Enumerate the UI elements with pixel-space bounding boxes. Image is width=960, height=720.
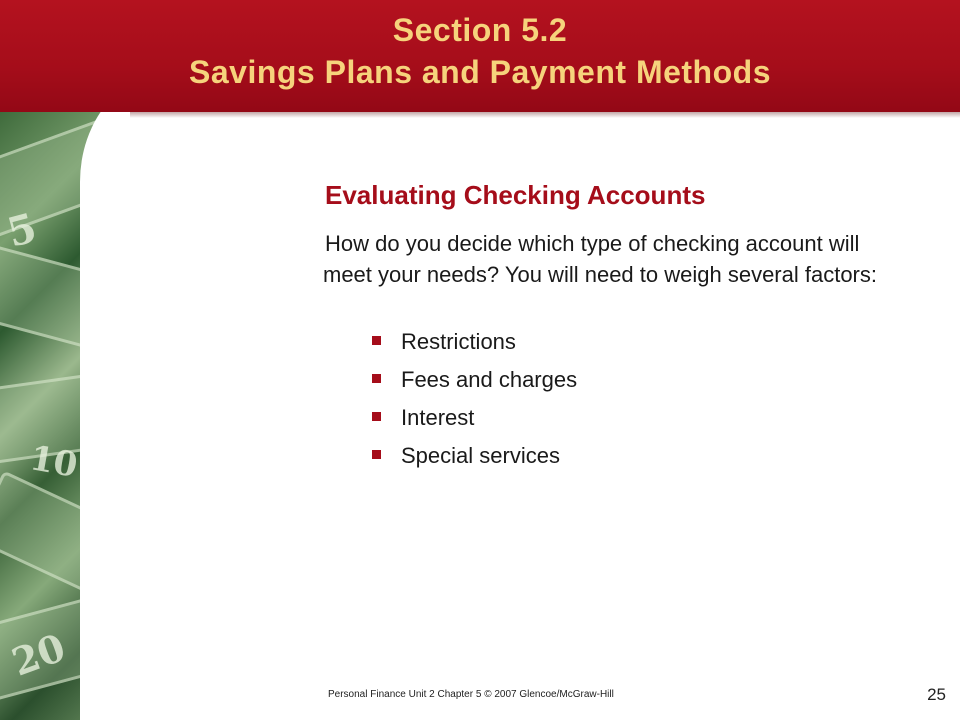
list-item-label: Restrictions: [401, 329, 516, 354]
square-bullet-icon: [372, 336, 381, 345]
page-number: 25: [927, 685, 946, 704]
list-item-label: Special services: [401, 443, 560, 468]
content-panel-curve: [80, 112, 130, 720]
list-item-label: Interest: [401, 405, 475, 430]
banknote-numeral: 10: [26, 438, 81, 486]
money-image: [0, 112, 130, 720]
content-heading: Evaluating Checking Accounts: [325, 180, 706, 210]
content-body: How do you decide which type of checking account will meet your needs? You will need to weigh several factors:: [323, 231, 877, 287]
banknote-numeral: 5: [2, 204, 42, 257]
header-band: [0, 0, 960, 112]
header-shadow: [0, 112, 960, 118]
square-bullet-icon: [372, 412, 381, 421]
list-item-label: Fees and charges: [401, 367, 578, 392]
section-title: Section 5.2: [392, 12, 568, 48]
section-subtitle: Savings Plans and Payment Methods: [189, 54, 771, 90]
square-bullet-icon: [372, 450, 381, 459]
footer-credit: Personal Finance Unit 2 Chapter 5 © 2007 Glencoe/McGraw-Hill: [328, 689, 614, 700]
banknote-numeral: 20: [5, 624, 71, 685]
square-bullet-icon: [372, 374, 381, 383]
